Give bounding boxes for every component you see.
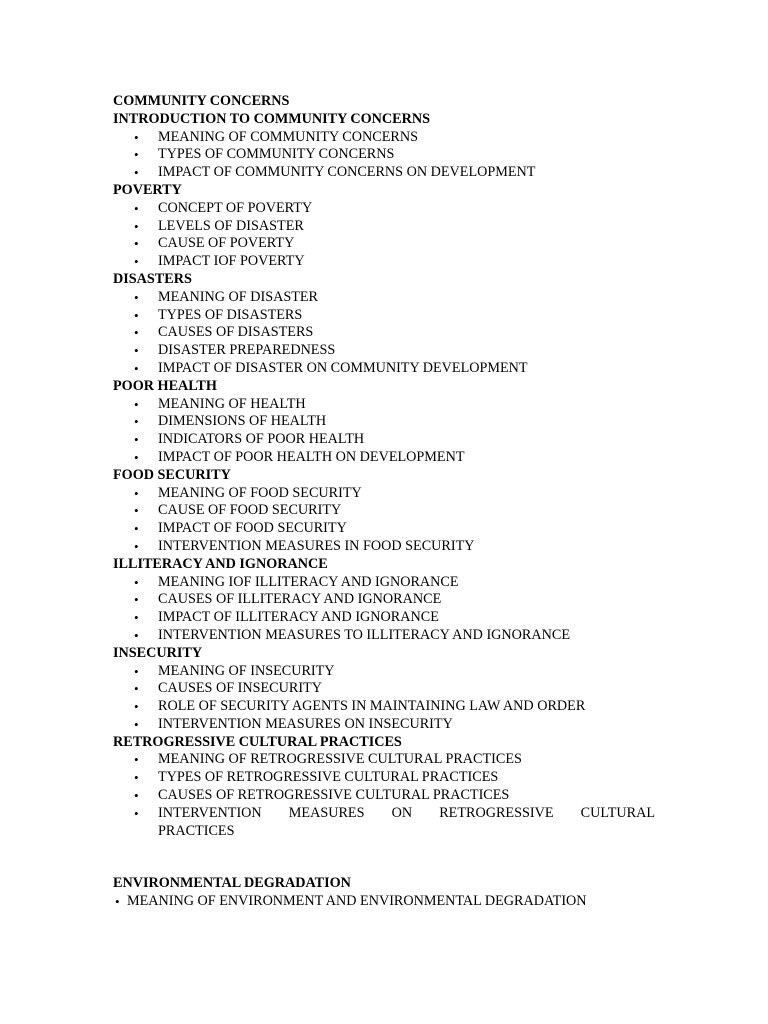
list-item [113, 342, 655, 360]
list-item-text: CAUSES OF DISASTERS [158, 324, 314, 341]
section-heading: POVERTY [113, 181, 182, 198]
list-item-text: TYPES OF RETROGRESSIVE CULTURAL PRACTICES [158, 769, 499, 786]
bullet-icon: • [134, 360, 139, 376]
section-heading: DISASTERS [113, 270, 192, 287]
bullet-icon: • [134, 307, 139, 323]
bullet-icon: • [134, 147, 139, 163]
section-list [113, 111, 655, 911]
list-item [113, 200, 655, 218]
list-item-text: INDICATORS OF POOR HEALTH [158, 431, 365, 448]
section-heading: FOOD SECURITY [113, 466, 231, 483]
bullet-icon: • [134, 449, 139, 465]
list-item [113, 146, 655, 164]
list-item-text: LEVELS OF DISASTER [158, 217, 304, 234]
list-item [113, 609, 655, 627]
list-item-text: MEANING OF INSECURITY [158, 662, 335, 679]
bullet-icon: • [115, 894, 120, 910]
list-item-text: CONCEPT OF POVERTY [158, 199, 313, 216]
bullet-icon: • [134, 538, 139, 554]
list-item [113, 663, 655, 681]
list-item [113, 538, 655, 556]
list-item-text: CAUSE OF POVERTY [158, 235, 295, 252]
list-item-text: TYPES OF DISASTERS [158, 306, 303, 323]
list-item [113, 129, 655, 147]
bullet-icon: • [134, 770, 139, 786]
section-heading: INSECURITY [113, 644, 203, 661]
list-item-text: INTERVENTION MEASURES TO ILLITERACY AND IGNORANCE [158, 626, 570, 643]
document-title: COMMUNITY CONCERNS [113, 93, 290, 109]
bullet-icon: • [134, 788, 139, 804]
list-item [113, 307, 655, 325]
section-heading: INTRODUCTION TO COMMUNITY CONCERNS [113, 110, 431, 127]
section-heading: POOR HEALTH [113, 377, 217, 394]
list-item-text: IMPACT OF ILLITERACY AND IGNORANCE [158, 609, 439, 626]
list-item [113, 164, 655, 182]
bullet-icon: • [134, 574, 139, 590]
list-item-text: MEANING OF RETROGRESSIVE CULTURAL PRACTICES [158, 751, 522, 768]
list-item [113, 805, 655, 841]
section-spacer [113, 840, 655, 875]
bullet-icon: • [134, 485, 139, 501]
bullet-icon: • [134, 396, 139, 412]
bullet-icon: • [134, 432, 139, 448]
list-item-text: IMPACT OF COMMUNITY CONCERNS ON DEVELOPMENT [158, 164, 536, 181]
list-item-text: CAUSES OF INSECURITY [158, 680, 322, 697]
list-item [113, 485, 655, 503]
list-item [113, 413, 655, 431]
document-body [113, 93, 655, 911]
list-item-text: MEANING OF COMMUNITY CONCERNS [158, 128, 418, 145]
list-item [113, 520, 655, 538]
bullet-icon: • [134, 627, 139, 643]
list-item [113, 716, 655, 734]
list-item [113, 698, 655, 716]
bullet-icon: • [134, 610, 139, 626]
list-item-text: TYPES OF COMMUNITY CONCERNS [158, 146, 395, 163]
list-item [113, 574, 655, 592]
list-item [113, 591, 655, 609]
list-item [113, 769, 655, 787]
bullet-icon: • [134, 716, 139, 732]
list-item [113, 680, 655, 698]
list-item-text: ROLE OF SECURITY AGENTS IN MAINTAINING LAW AND ORDER [158, 698, 586, 715]
bullet-icon: • [134, 218, 139, 234]
bullet-icon: • [134, 414, 139, 430]
list-item-text: IMPACT OF DISASTER ON COMMUNITY DEVELOPMENT [158, 359, 528, 376]
list-item-text: INTERVENTION MEASURES ON INSECURITY [158, 715, 453, 732]
bullet-icon: • [134, 521, 139, 537]
bullet-icon: • [134, 165, 139, 181]
list-item-text: DIMENSIONS OF HEALTH [158, 413, 327, 430]
list-item [113, 218, 655, 236]
list-item-text: IMPACT OF FOOD SECURITY [158, 520, 347, 537]
bullet-icon: • [134, 236, 139, 252]
list-item [113, 360, 655, 378]
list-item-text: MEANING IOF ILLITERACY AND IGNORANCE [158, 573, 459, 590]
bullet-icon: • [134, 752, 139, 768]
list-item-text: MEANING OF DISASTER [158, 288, 319, 305]
bullet-icon: • [134, 663, 139, 679]
list-item-text: IMPACT OF POOR HEALTH ON DEVELOPMENT [158, 448, 465, 465]
list-item [113, 893, 655, 911]
list-item-text: MEANING OF HEALTH [158, 395, 306, 412]
list-item [113, 324, 655, 342]
list-item-text: MEANING OF ENVIRONMENT AND ENVIRONMENTAL DEGRADATION [127, 893, 587, 910]
section-heading: ILLITERACY AND IGNORANCE [113, 555, 328, 572]
bullet-icon: • [134, 325, 139, 341]
list-item [113, 289, 655, 307]
list-item [113, 431, 655, 449]
bullet-icon: • [134, 681, 139, 697]
list-item-text-continuation: PRACTICES [158, 822, 235, 839]
list-item-text: IMPACT IOF POVERTY [158, 253, 305, 270]
bullet-icon: • [134, 503, 139, 519]
list-item-text: MEANING OF FOOD SECURITY [158, 484, 362, 501]
list-item-text: CAUSES OF ILLITERACY AND IGNORANCE [158, 591, 442, 608]
bullet-icon: • [134, 129, 139, 145]
list-item-text: DISASTER PREPAREDNESS [158, 342, 336, 359]
list-item-text: INTERVENTION MEASURES ON RETROGRESSIVE CULTURAL [158, 804, 655, 821]
bullet-icon: • [134, 200, 139, 216]
bullet-icon: • [134, 254, 139, 270]
bullet-icon: • [134, 343, 139, 359]
bullet-icon: • [134, 805, 139, 821]
section-heading: RETROGRESSIVE CULTURAL PRACTICES [113, 733, 402, 750]
bullet-icon: • [134, 592, 139, 608]
list-item-text: CAUSE OF FOOD SECURITY [158, 502, 342, 519]
bullet-icon: • [134, 289, 139, 305]
list-item [113, 449, 655, 467]
list-item [113, 751, 655, 769]
list-item [113, 627, 655, 645]
list-item-text: INTERVENTION MEASURES IN FOOD SECURITY [158, 537, 475, 554]
bullet-icon: • [134, 699, 139, 715]
list-item [113, 787, 655, 805]
list-item-text: CAUSES OF RETROGRESSIVE CULTURAL PRACTICES [158, 787, 510, 804]
list-item [113, 253, 655, 271]
list-item [113, 235, 655, 253]
list-item [113, 396, 655, 414]
section-heading: ENVIRONMENTAL DEGRADATION [113, 875, 351, 892]
list-item [113, 502, 655, 520]
